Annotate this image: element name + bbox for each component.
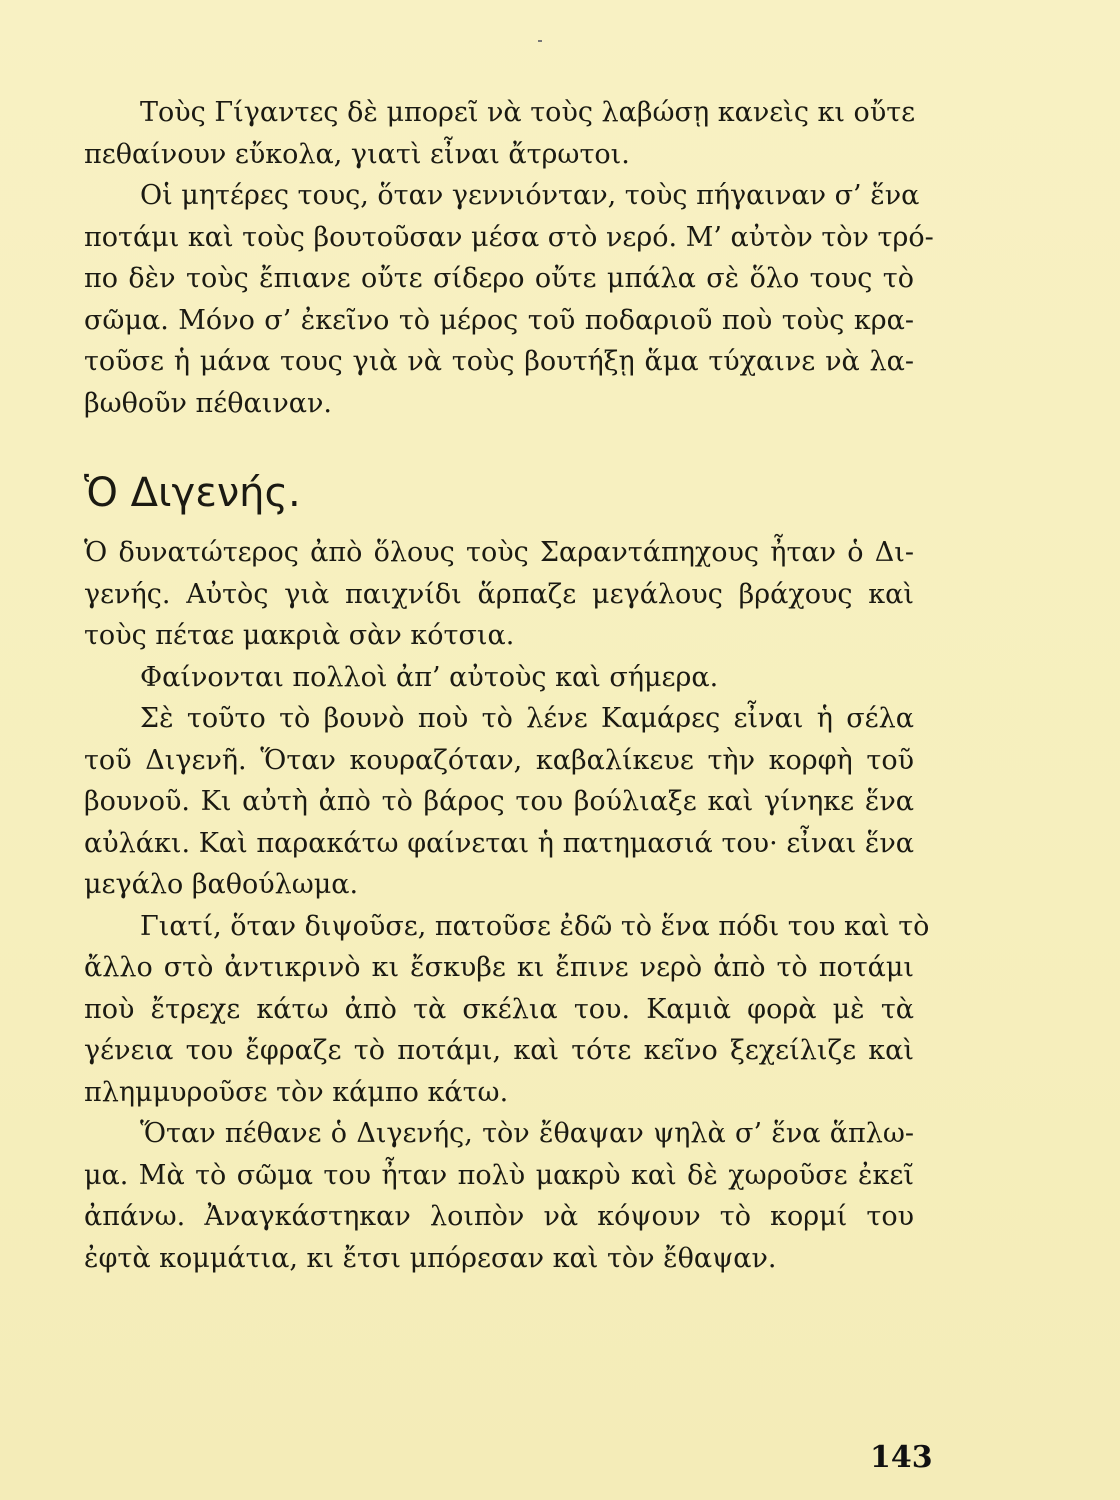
text-line: Φαίνονται πολλοὶ ἀπ’ αὐτοὺς καὶ σήμερα. <box>140 661 719 693</box>
text-line: αὐλάκι. Καὶ παρακάτω φαίνεται ἡ πατημασιά του· εἶναι ἕνα <box>84 827 914 859</box>
page-text <box>84 92 934 1279</box>
text-line: γένεια του ἔφραζε τὸ ποτάμι, καὶ τότε κεῖνο ξεχείλιζε καὶ <box>84 1035 914 1066</box>
text-line: πεθαίνουν εὔκολα, γιατὶ εἶναι ἄτρωτοι. <box>84 138 630 170</box>
text-line: βουνοῦ. Κι αὐτὴ ἀπὸ τὸ βάρος του βούλιαξε καὶ γίνηκε ἕνα <box>84 786 914 817</box>
section-heading: Ὁ Διγενής. <box>84 470 301 516</box>
text-line: βωθοῦν πέθαιναν. <box>84 387 332 419</box>
text-line: τοῦ Διγενῆ. Ὅταν κουραζόταν, καβαλίκευε τὴν κορφὴ τοῦ <box>84 744 914 776</box>
text-line: Οἱ μητέρες τους, ὅταν γεννιόνταν, τοὺς πήγαιναν σ’ ἕνα <box>140 180 920 211</box>
text-line: ἀπάνω. Ἀναγκάστηκαν λοιπὸν νὰ κόψουν τὸ κορμί του <box>84 1201 914 1232</box>
text-line: ποὺ ἔτρεχε κάτω ἀπὸ τὰ σκέλια του. Καμιὰ φορὰ μὲ τὰ <box>84 993 914 1025</box>
text-line: ἄλλο στὸ ἀντικρινὸ κι ἔσκυβε κι ἔπινε νερὸ ἀπὸ τὸ ποτάμι <box>84 952 914 983</box>
text-line: Γιατί, ὅταν διψοῦσε, πατοῦσε ἐδῶ τὸ ἕνα πόδι του καὶ τὸ <box>140 910 930 942</box>
text-line: σῶμα. Μόνο σ’ ἐκεῖνο τὸ μέρος τοῦ ποδαριοῦ ποὺ τοὺς κρα- <box>84 304 914 336</box>
print-speck <box>538 40 542 42</box>
text-line: ποτάμι καὶ τοὺς βουτοῦσαν μέσα στὸ νερό. Μ’ αὐτὸν τὸν τρό- <box>84 221 934 253</box>
text-line: πο δὲν τοὺς ἔπιανε οὔτε σίδερο οὔτε μπάλα σὲ ὅλο τους τὸ <box>84 263 914 294</box>
text-line: τοῦσε ἡ μάνα τους γιὰ νὰ τοὺς βουτήξῃ ἅμα τύχαινε νὰ λα- <box>84 346 914 377</box>
text-line: μεγάλο βαθούλωμα. <box>84 869 359 900</box>
text-line: πλημμυροῦσε τὸν κάμπο κάτω. <box>84 1076 509 1108</box>
text-line: Ὁ δυνατώτερος ἀπὸ ὅλους τοὺς Σαραντάπηχους ἦταν ὁ Δι- <box>84 537 914 568</box>
text-line: τοὺς πέταε μακριὰ σὰν κότσια. <box>84 620 515 651</box>
page-number: 143 <box>870 1440 933 1475</box>
text-line: Ὅταν πέθανε ὁ Διγενής, τὸν ἔθαψαν ψηλὰ σ’ ἕνα ἅπλω- <box>140 1118 914 1149</box>
text-line: γενής. Αὐτὸς γιὰ παιχνίδι ἅρπαζε μεγάλους βράχους καὶ <box>84 578 914 610</box>
text-line: Σὲ τοῦτο τὸ βουνὸ ποὺ τὸ λένε Καμάρες εἶναι ἡ σέλα <box>140 703 914 734</box>
text-line: μα. Μὰ τὸ σῶμα του ἦταν πολὺ μακρὺ καὶ δὲ χωροῦσε ἐκεῖ <box>84 1159 914 1191</box>
text-line: Τοὺς Γίγαντες δὲ μπορεῖ νὰ τοὺς λαβώσῃ κανεὶς κι οὔτε <box>140 97 916 128</box>
text-line: ἐφτὰ κομμάτια, κι ἔτσι μπόρεσαν καὶ τὸν ἔθαψαν. <box>84 1242 777 1274</box>
